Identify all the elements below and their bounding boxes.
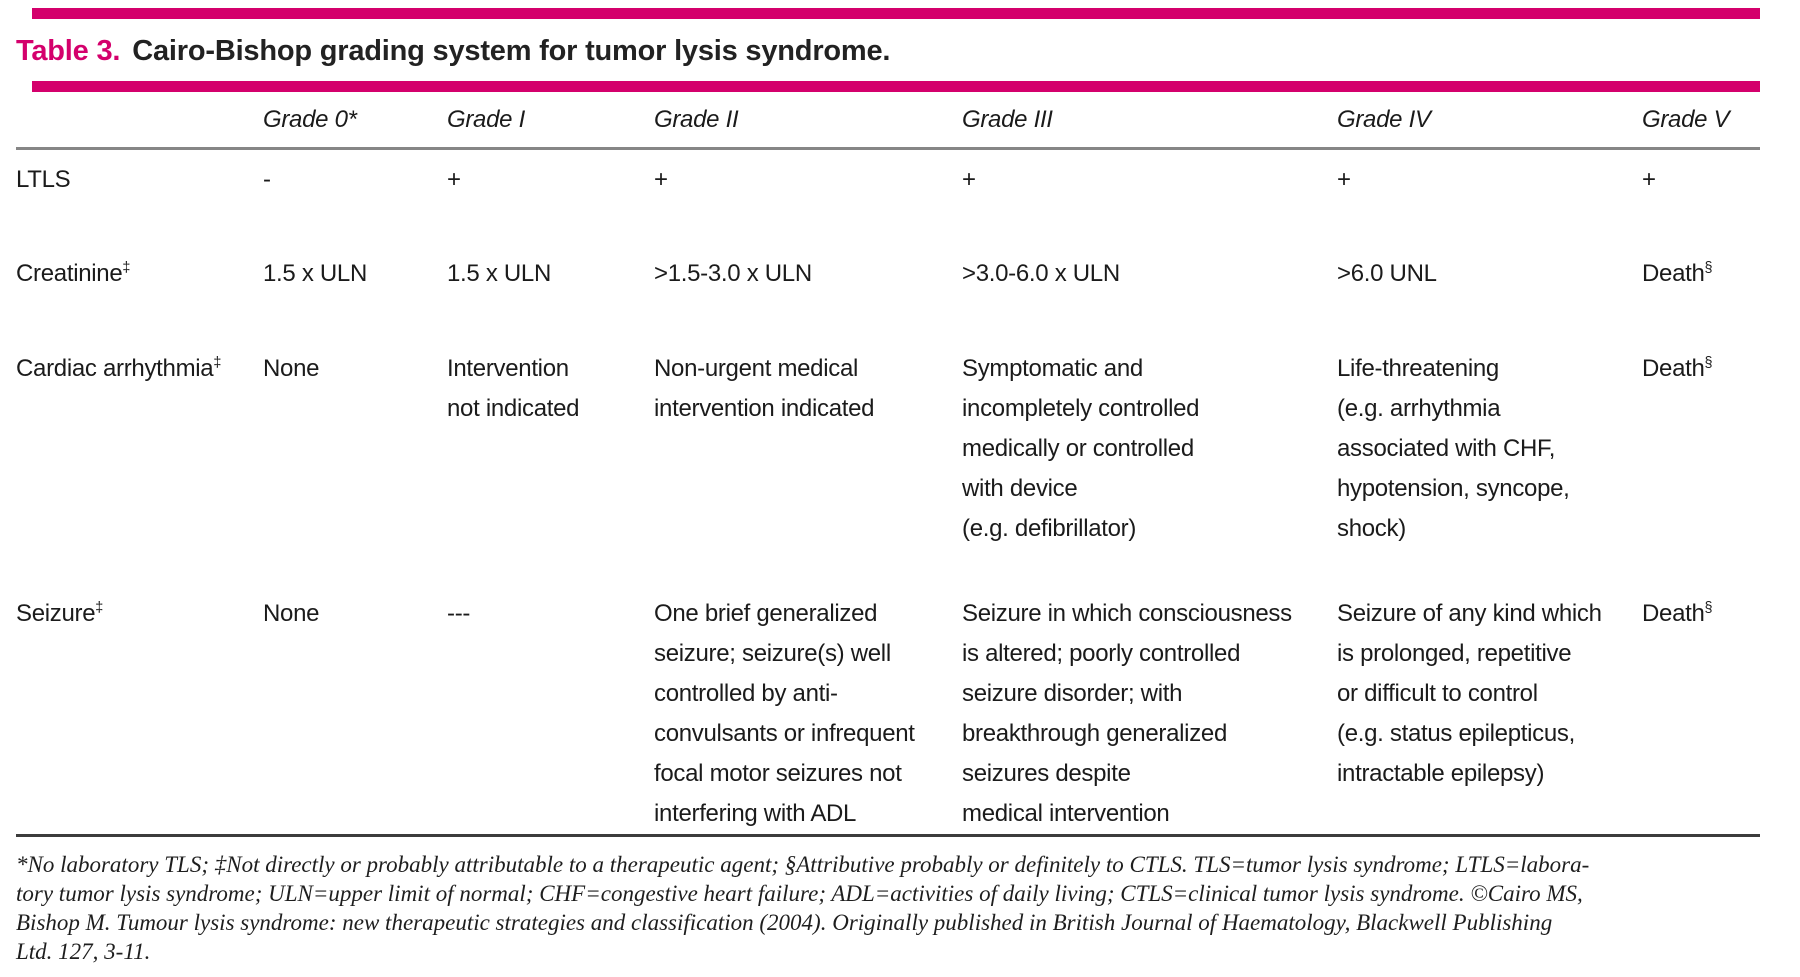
table-row <box>16 584 1760 834</box>
table-cell: One brief generalized seizure; seizure(s) well controlled by anti- convulsants or infrequent focal motor seizures not interfering with ADL <box>654 599 915 827</box>
table-row <box>16 339 1760 584</box>
table-label: Table 3. <box>16 35 121 67</box>
footnote-line: *No laboratory TLS; ‡Not directly or probably attributable to a therapeutic agent; §Attributive probably or definitely to CTLS. TLS=tumor lysis syndrome; LTLS=labora- <box>16 851 1590 877</box>
table-cell: 1.5 x ULN <box>263 259 368 287</box>
table-cell: 1.5 x ULN <box>447 259 552 287</box>
table-row <box>16 244 1760 339</box>
table-cell: Life-threatening (e.g. arrhythmia associated with CHF, hypotension, syncope, shock) <box>1337 354 1570 542</box>
table-caption <box>16 19 1760 81</box>
table-cell: Death§ <box>1642 354 1713 382</box>
footnote-marker: § <box>1704 259 1713 276</box>
table-cell: >3.0-6.0 x ULN <box>962 259 1120 287</box>
footnote-marker: § <box>1704 599 1713 616</box>
table-cell: None <box>263 599 320 627</box>
table-cell: + <box>962 166 976 193</box>
table-cell: Death§ <box>1642 259 1713 287</box>
table-cell: >1.5-3.0 x ULN <box>654 259 812 287</box>
footnote-divider-rule <box>16 834 1760 837</box>
table-row <box>16 149 1760 244</box>
column-header-grade: Grade IV <box>1337 92 1642 149</box>
footnote-line: Ltd. 127, 3-11. <box>16 938 151 964</box>
table-cell: >6.0 UNL <box>1337 259 1437 287</box>
table-cell: Seizure in which consciousness is altered; poorly controlled seizure disorder; with breakthrough generalized seizures despite medical intervention <box>962 599 1292 827</box>
footnote-marker: § <box>1704 354 1713 371</box>
column-header-grade: Grade II <box>654 92 962 149</box>
footnote-marker: ‡ <box>213 354 222 371</box>
table-cell: Symptomatic and incompletely controlled medically or controlled with device (e.g. defibrillator) <box>962 354 1200 542</box>
table-cell: Death§ <box>1642 599 1713 627</box>
footnote-line: Bishop M. Tumour lysis syndrome: new therapeutic strategies and classification (2004). Originally published in British Journal of Haematology, Blackwell Publishing <box>16 909 1553 935</box>
table-cell: Non-urgent medical intervention indicated <box>654 354 875 422</box>
grading-table <box>16 92 1760 834</box>
table-cell: --- <box>447 599 471 627</box>
table-cell: + <box>1642 166 1656 193</box>
row-label: Cardiac arrhythmia‡ <box>16 354 222 382</box>
row-label-column-header <box>16 92 263 149</box>
table-title: Cairo-Bishop grading system for tumor lysis syndrome. <box>132 35 891 67</box>
table-cell: + <box>1337 166 1351 193</box>
footnote-line: tory tumor lysis syndrome; ULN=upper limit of normal; CHF=congestive heart failure; ADL=activities of daily living; CTLS=clinical tumor lysis syndrome. ©Cairo MS, <box>16 880 1583 906</box>
footnote <box>16 850 1760 966</box>
column-header-grade: Grade 0* <box>263 92 447 149</box>
column-header-grade: Grade V <box>1642 92 1760 149</box>
column-header-grade: Grade I <box>447 92 654 149</box>
row-label: Seizure‡ <box>16 599 103 627</box>
column-header-grade: Grade III <box>962 92 1337 149</box>
footnote-marker: ‡ <box>95 599 103 616</box>
table-header-row <box>16 92 1760 149</box>
table-cell: None <box>263 354 320 382</box>
row-label: Creatinine‡ <box>16 259 131 287</box>
table-cell: - <box>263 166 271 193</box>
table-cell: + <box>654 166 668 193</box>
footnote-marker: ‡ <box>122 259 131 276</box>
caption-accent-rule <box>32 81 1760 92</box>
table-cell: + <box>447 166 461 193</box>
table-cell: Intervention not indicated <box>447 354 580 422</box>
table-cell: Seizure of any kind which is prolonged, repetitive or difficult to control (e.g. status epilepticus, intractable epilepsy) <box>1337 599 1602 787</box>
row-label: LTLS <box>16 166 71 193</box>
top-accent-rule <box>32 8 1760 19</box>
